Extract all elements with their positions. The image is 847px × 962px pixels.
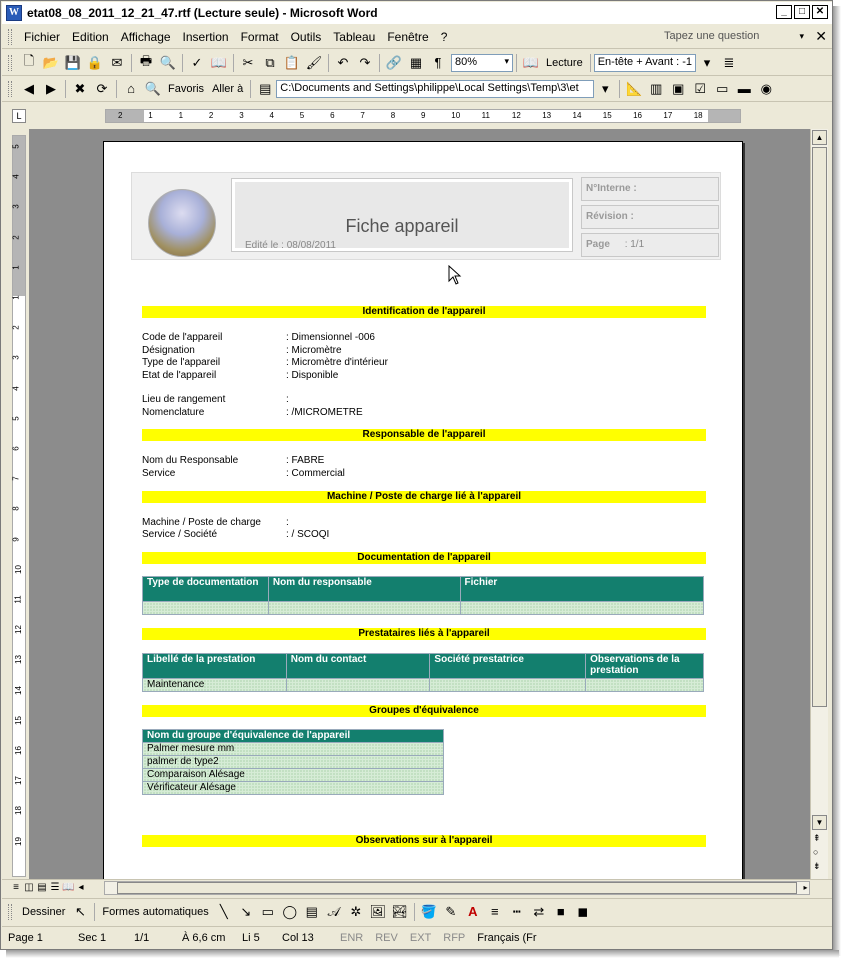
ruler-number: 11 [481, 111, 490, 120]
window-title: etat08_08_2011_12_21_47.rtf (Lecture seule) - Microsoft Word [27, 6, 378, 20]
title-bar[interactable] [2, 2, 832, 24]
shadow-style-icon[interactable]: ■ [556, 904, 565, 919]
table-cell: Maintenance [143, 679, 287, 692]
page-label: Page [586, 239, 610, 250]
properties-icon[interactable]: ▥ [650, 80, 663, 96]
favorites-menu[interactable]: Favoris [168, 82, 205, 95]
field-label: Nomenclature [142, 407, 205, 418]
field-label: Type de l'appareil [142, 357, 221, 368]
mouse-pointer-icon [448, 265, 462, 285]
standard-toolbar [2, 50, 832, 76]
table-cell: Palmer mesure mm [143, 743, 444, 756]
horizontal-scroll-thumb[interactable] [117, 882, 797, 894]
scroll-right-icon[interactable]: ▸ [803, 883, 808, 892]
word-app-icon[interactable]: W [6, 5, 22, 21]
ruler-number: 17 [663, 111, 673, 120]
section-groupes: Groupes d'équivalence [142, 705, 706, 717]
redo-icon[interactable]: ↷ [359, 54, 371, 70]
menu-fenetre[interactable]: Fenêtre [387, 29, 429, 44]
ruler-number: 13 [542, 111, 552, 120]
ruler-number: 6 [11, 446, 21, 451]
copy-icon[interactable]: ⧉ [265, 54, 275, 70]
report-header [131, 172, 721, 260]
ruler-number: 15 [13, 715, 23, 725]
drawing-toolbar [2, 898, 832, 924]
toolbar-grip[interactable] [8, 55, 12, 71]
status-column: Col 13 [282, 931, 314, 944]
toolbar-grip[interactable] [8, 81, 12, 97]
ruler-number: 10 [13, 564, 23, 574]
back-icon[interactable]: ◀ [24, 80, 34, 96]
document-page[interactable] [103, 141, 743, 879]
section-responsable: Responsable de l'appareil [142, 429, 706, 441]
ruler-number: 14 [572, 111, 582, 120]
checkbox-control-icon[interactable]: ☑ [694, 80, 707, 96]
new-document-icon[interactable]: 🗋 [23, 52, 35, 68]
section-identification: Identification de l'appareil [142, 306, 706, 318]
field-label: Machine / Poste de charge [142, 517, 261, 528]
print-preview-icon[interactable]: 🔍 [159, 54, 177, 70]
field-label: Service [142, 468, 176, 479]
ruler-number: 10 [451, 111, 461, 120]
vertical-scrollbar[interactable] [810, 129, 828, 879]
table-cell [430, 679, 586, 692]
normal-view-icon[interactable]: ≡ [13, 882, 19, 893]
browse-object-icon[interactable]: ○ [813, 847, 819, 857]
page-field [581, 233, 719, 257]
status-page: Page 1 [8, 931, 43, 944]
menu-outils[interactable]: Outils [290, 29, 322, 44]
title-box [232, 179, 572, 251]
ruler-number: 19 [13, 836, 23, 846]
menu-fichier[interactable]: Fichier [24, 29, 61, 44]
table-cell [286, 679, 430, 692]
field-value: : Commercial [286, 468, 345, 479]
menu-grip[interactable] [8, 29, 12, 45]
fill-color-icon[interactable]: 🪣 [420, 903, 437, 919]
ruler-number: 12 [13, 625, 23, 635]
outline-view-icon[interactable]: ☰ [50, 882, 60, 893]
field-value: : /MICROMETRE [286, 407, 363, 418]
status-line: Li 5 [242, 931, 260, 944]
horizontal-ruler-row [2, 103, 832, 129]
revision-field [581, 205, 719, 229]
3d-style-icon[interactable]: ◼ [577, 903, 589, 919]
ruler-number: 4 [11, 174, 21, 179]
ruler-number: 18 [693, 111, 703, 120]
align-justify-icon[interactable]: ≣ [723, 54, 735, 70]
tab-selector[interactable]: L [12, 109, 26, 123]
ruler-number: 17 [13, 776, 23, 786]
prestataires-table [142, 653, 704, 692]
dash-style-icon[interactable]: ┅ [512, 903, 521, 919]
ruler-number: 3 [239, 111, 244, 120]
internal-number-label: N°Interne : [586, 183, 637, 194]
field-value: : FABRE [286, 455, 325, 466]
table-cell [586, 679, 704, 692]
groupes-table [142, 729, 444, 795]
table-cell: Vérificateur Alésage [143, 782, 444, 795]
horizontal-ruler[interactable] [105, 109, 741, 123]
ruler-number: 12 [511, 111, 521, 120]
field-value: : [286, 394, 289, 405]
status-page-count: 1/1 [134, 931, 150, 944]
print-icon[interactable]: 🖶 [139, 52, 153, 68]
zoom-select[interactable]: 80% ▾ [451, 54, 513, 72]
status-section: Sec 1 [78, 931, 107, 944]
table-header: Fichier [460, 577, 703, 602]
status-language: Français (Fr [477, 931, 537, 944]
ruler-number: 1 [178, 111, 184, 120]
ruler-number: 16 [13, 746, 23, 755]
open-folder-icon[interactable]: 📂 [42, 54, 60, 70]
minimize-button[interactable]: _ [776, 5, 792, 19]
ruler-number: 16 [633, 111, 642, 120]
table-cell [143, 602, 269, 615]
ruler-number: 3 [11, 204, 21, 210]
table-row [143, 782, 444, 795]
vertical-ruler[interactable] [12, 135, 26, 877]
status-extend[interactable]: EXT [409, 931, 432, 944]
ruler-number: 2 [208, 111, 214, 120]
status-bar [2, 926, 832, 948]
select-objects-icon[interactable]: ↖ [74, 903, 86, 919]
field-value: : [286, 517, 289, 528]
ruler-number: 8 [11, 506, 21, 512]
table-header: Nom du contact [286, 654, 430, 679]
table-cell: Comparaison Alésage [143, 769, 444, 782]
ruler-number: 5 [11, 144, 21, 149]
rectangle-icon[interactable]: ▭ [261, 903, 274, 919]
textbox-control-icon[interactable]: ▭ [716, 80, 729, 96]
goto-menu[interactable]: Aller à [212, 82, 244, 95]
style-select[interactable]: En-tête + Avant : -1 [594, 54, 696, 72]
table-cell [460, 602, 703, 615]
draw-menu[interactable]: Dessiner [22, 905, 66, 918]
menu-edition[interactable]: Edition [72, 29, 109, 44]
arrow-icon[interactable]: ↘ [240, 903, 252, 919]
table-header: Société prestatrice [430, 654, 586, 679]
stop-icon[interactable]: ✖ [74, 80, 86, 96]
table-header: Nom du groupe d'équivalence de l'appareil [143, 730, 444, 743]
horizontal-scroll-row [2, 879, 832, 896]
ruler-number: 1 [148, 111, 153, 120]
ruler-number: 15 [602, 111, 612, 120]
clipart-icon[interactable]: 🖼 [369, 903, 387, 919]
revision-label: Révision : [586, 211, 634, 222]
address-dropdown-icon[interactable]: ▾ [601, 80, 609, 96]
ruler-number: 5 [299, 111, 305, 120]
section-observations: Observations sur à l'appareil [142, 835, 706, 847]
ruler-number: 14 [13, 685, 23, 695]
field-label: Désignation [142, 345, 195, 356]
permission-icon[interactable]: 🔒 [86, 54, 104, 70]
ruler-number: 11 [13, 595, 23, 604]
diagram-icon[interactable]: ✲ [350, 903, 362, 919]
table-row [143, 769, 444, 782]
field-label: Code de l'appareil [142, 332, 223, 343]
ruler-number: 5 [11, 416, 21, 421]
address-field[interactable]: C:\Documents and Settings\philippe\Local Settings\Temp\3\et [276, 80, 594, 98]
table-header: Nom du responsable [268, 577, 460, 602]
report-title: Fiche appareil [345, 216, 459, 236]
ruler-number: 9 [421, 111, 426, 120]
read-mode-icon[interactable]: 📖 [522, 54, 540, 70]
toolbar-grip[interactable] [8, 904, 12, 920]
status-revision[interactable]: REV [375, 931, 398, 944]
undo-icon[interactable]: ↶ [337, 54, 349, 70]
web-view-icon[interactable]: ◫ [24, 882, 34, 893]
section-prestataires: Prestataires liés à l'appareil [142, 628, 706, 640]
style-dropdown-icon[interactable]: ▾ [703, 54, 711, 70]
previous-page-icon[interactable]: ⇞ [813, 833, 821, 843]
field-value: : Disponible [286, 370, 339, 381]
ruler-number: 4 [269, 111, 274, 120]
search-web-icon[interactable]: 🔍 [144, 80, 162, 96]
wordart-icon[interactable]: 𝒜 [327, 903, 340, 919]
refresh-icon[interactable]: ⟳ [96, 80, 108, 96]
help-question-input[interactable]: Tapez une question [664, 30, 760, 42]
ruler-number: 7 [11, 476, 21, 481]
company-logo [148, 189, 216, 257]
table-row [143, 743, 444, 756]
ruler-number: 1 [11, 295, 21, 300]
radio-control-icon[interactable]: ◉ [760, 80, 772, 96]
status-position: À 6,6 cm [182, 931, 226, 944]
home-icon[interactable]: ⌂ [127, 81, 135, 96]
email-icon[interactable]: ✉ [111, 54, 123, 70]
table-row [143, 679, 704, 692]
ruler-number: 1 [11, 265, 21, 270]
table-header: Libellé de la prestation [143, 654, 287, 679]
field-label: Nom du Responsable [142, 455, 239, 466]
line-style-icon[interactable]: ≡ [491, 904, 499, 919]
field-value: : Dimensionnel -006 [286, 332, 375, 343]
section-machine: Machine / Poste de charge lié à l'appareil [142, 491, 706, 503]
show-web-toolbar-icon[interactable]: ▤ [259, 80, 272, 96]
edit-date: Edité le : 08/08/2011 [245, 240, 336, 251]
ruler-number: 18 [13, 806, 23, 816]
scroll-left-icon[interactable]: ◂ [78, 882, 84, 893]
research-icon[interactable]: 📖 [210, 54, 228, 70]
menu-format[interactable]: Format [240, 29, 279, 44]
scroll-down-icon[interactable]: ▼ [812, 815, 827, 830]
hyperlink-icon[interactable]: 🔗 [385, 54, 403, 70]
show-formatting-icon[interactable]: ¶ [434, 55, 442, 70]
font-color-icon[interactable]: A [468, 904, 478, 919]
ruler-number: 3 [11, 355, 21, 361]
next-page-icon[interactable]: ⇟ [813, 861, 821, 871]
scroll-thumb[interactable] [812, 147, 827, 707]
line-color-icon[interactable]: ✎ [445, 903, 457, 919]
read-mode-button[interactable]: Lecture [546, 56, 583, 69]
status-overtype[interactable]: RFP [443, 931, 466, 944]
ruler-number: 2 [11, 325, 21, 330]
ruler-number: 2 [11, 234, 21, 240]
field-value: : Micromètre [286, 345, 342, 356]
ruler-number: 8 [390, 111, 396, 120]
table-row [143, 602, 704, 615]
paste-icon[interactable]: 📋 [283, 54, 301, 70]
ruler-number: 13 [13, 655, 23, 665]
menu-tableau[interactable]: Tableau [333, 29, 376, 44]
design-mode-icon[interactable]: 📐 [626, 80, 643, 96]
field-label: Service / Société [142, 529, 218, 540]
picture-icon[interactable]: 🏞 [391, 903, 409, 919]
field-label: Etat de l'appareil [142, 370, 217, 381]
section-documentation: Documentation de l'appareil [142, 552, 706, 564]
oval-icon[interactable]: ◯ [282, 903, 298, 919]
web-toolbar [2, 76, 832, 102]
button-control-icon[interactable]: ▬ [737, 81, 751, 96]
table-cell: palmer de type2 [143, 756, 444, 769]
view-code-icon[interactable]: ▣ [672, 80, 685, 96]
save-icon[interactable]: 💾 [64, 54, 82, 70]
tables-borders-icon[interactable]: ▦ [409, 54, 423, 70]
menu-insertion[interactable]: Insertion [182, 29, 229, 44]
document-close-icon[interactable]: ✕ [815, 28, 827, 44]
table-header: Observations de la prestation [586, 654, 704, 679]
spelling-icon[interactable]: ✓ [191, 54, 203, 70]
menu-affichage[interactable]: Affichage [120, 29, 171, 44]
textbox-icon[interactable]: ▤ [305, 903, 318, 919]
scroll-up-icon[interactable]: ▲ [812, 130, 827, 145]
field-label: Lieu de rangement [142, 394, 226, 405]
ruler-number: 2 [118, 111, 123, 120]
forward-icon[interactable]: ▶ [46, 80, 56, 96]
close-button[interactable]: ✕ [812, 5, 828, 19]
document-area[interactable] [29, 129, 810, 879]
table-header: Type de documentation [143, 577, 269, 602]
print-view-icon[interactable]: ▤ [37, 882, 47, 893]
reading-view-icon[interactable]: 📖 [62, 882, 75, 893]
menu-help[interactable]: ? [440, 29, 448, 44]
cut-icon[interactable]: ✂ [242, 54, 254, 70]
arrow-style-icon[interactable]: ⇄ [533, 903, 545, 919]
maximize-button[interactable]: □ [794, 5, 810, 19]
horizontal-scrollbar[interactable] [104, 881, 810, 895]
autoshapes-menu[interactable]: Formes automatiques [102, 905, 209, 918]
status-record[interactable]: ENR [340, 931, 364, 944]
documentation-table [142, 576, 704, 615]
field-value: : / SCOQI [286, 529, 330, 540]
ruler-number: 9 [11, 536, 21, 542]
help-dropdown-icon[interactable]: ▾ [799, 31, 804, 41]
page-value: : 1/1 [624, 239, 645, 250]
line-icon[interactable]: ╲ [219, 903, 228, 919]
format-painter-icon[interactable]: 🖌 [305, 54, 323, 70]
ruler-number: 4 [11, 385, 21, 391]
menu-bar [2, 25, 832, 49]
table-cell [268, 602, 460, 615]
table-row [143, 756, 444, 769]
internal-number-field [581, 177, 719, 201]
ruler-number: 6 [330, 111, 335, 120]
ruler-number: 7 [360, 111, 365, 120]
field-value: : Micromètre d'intérieur [286, 357, 388, 368]
